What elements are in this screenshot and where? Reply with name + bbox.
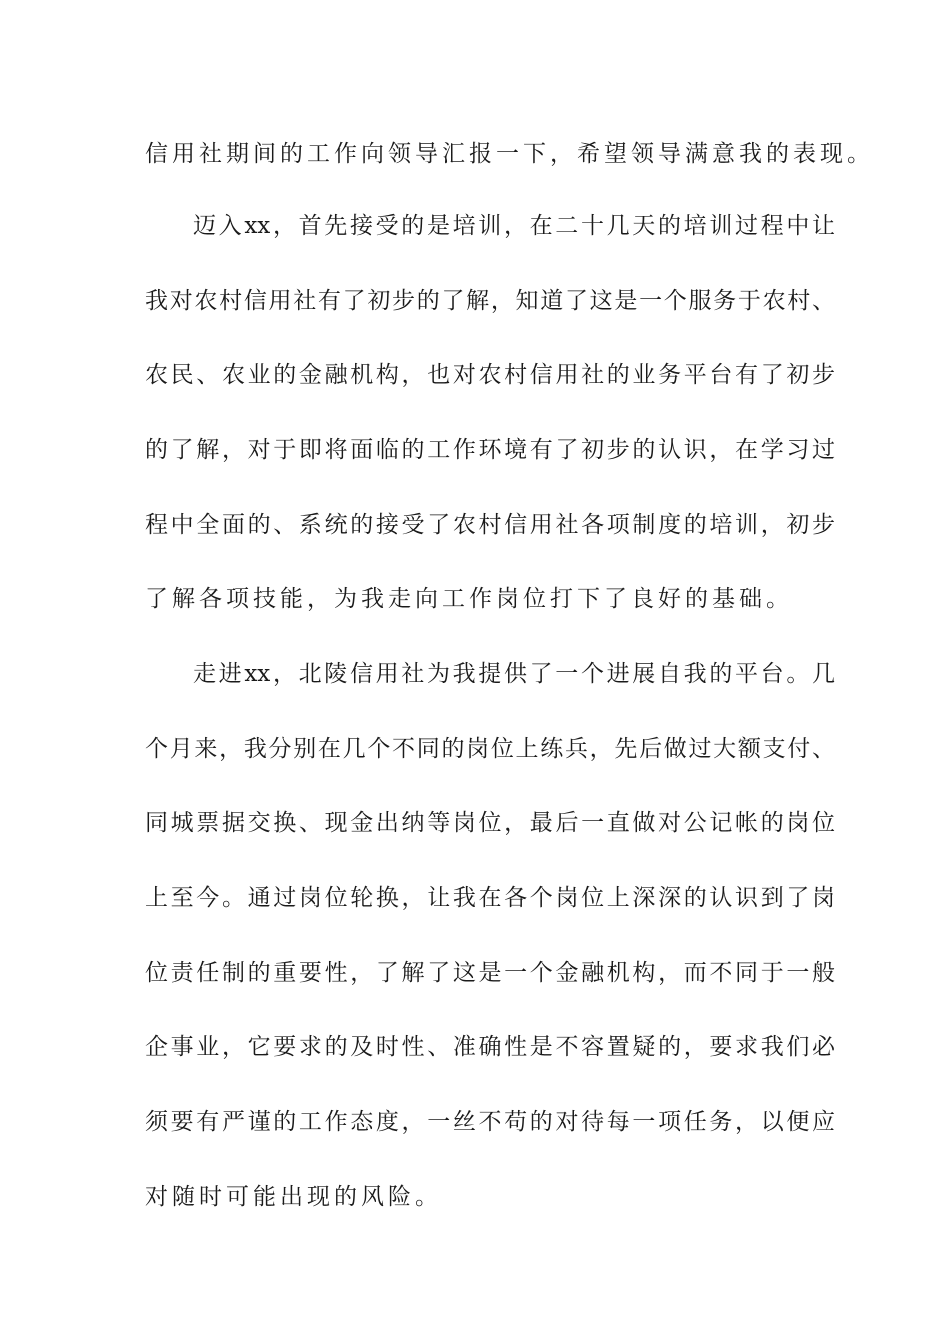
text-line: 对随时可能出现的风险。 [145,1184,442,1210]
text-line: 的了解，对于即将面临的工作环境有了初步的认识，在学习过 [145,437,835,463]
text-line: 农民、农业的金融机构，也对农村信用社的业务平台有了初步 [145,362,835,388]
paragraph-first-line: 迈入xx，首先接受的是培训，在二十几天的培训过程中让 [193,213,835,239]
text-line: 信用社期间的工作向领导汇报一下，希望领导满意我的表现。 [145,141,874,167]
text-line: 我对农村信用社有了初步的了解，知道了这是一个服务于农村、 [145,288,835,314]
text-line: 了解各项技能，为我走向工作岗位打下了良好的基础。 [145,586,793,612]
text-line: 同城票据交换、现金出纳等岗位，最后一直做对公记帐的岗位 [145,810,835,836]
paragraph-first-line: 走进xx，北陵信用社为我提供了一个进展自我的平台。几 [193,661,835,687]
text-line: 程中全面的、系统的接受了农村信用社各项制度的培训，初步 [145,512,835,538]
text-line: 位责任制的重要性，了解了这是一个金融机构，而不同于一般 [145,960,835,986]
text-line: 企事业，它要求的及时性、准确性是不容置疑的，要求我们必 [145,1034,835,1060]
text-line: 须要有严谨的工作态度，一丝不苟的对待每一项任务，以便应 [145,1109,835,1135]
text-line: 个月来，我分别在几个不同的岗位上练兵，先后做过大额支付、 [145,736,835,762]
text-line: 上至今。通过岗位轮换，让我在各个岗位上深深的认识到了岗 [145,885,835,911]
